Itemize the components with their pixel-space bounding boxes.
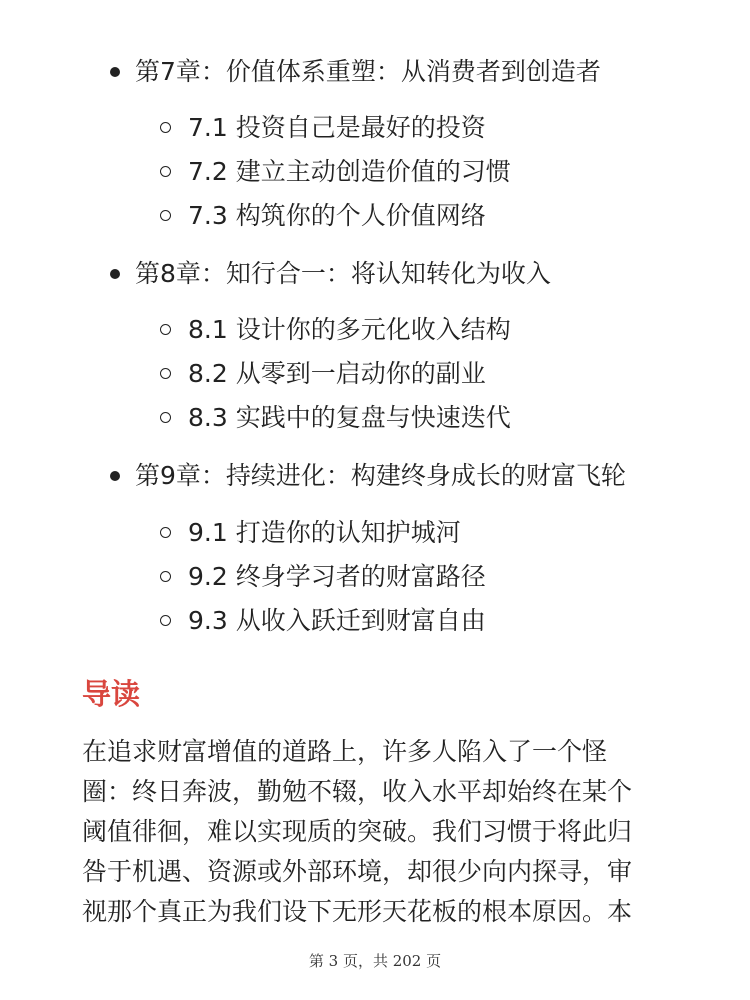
section-title: 7.3 构筑你的个人价值网络 (188, 201, 486, 230)
page-number: 第 3 页，共 202 页 (308, 952, 442, 970)
intro-paragraph-line: 咎于机遇、资源或外部环境，却很少向内探寻，审 (82, 857, 633, 886)
chapter-title: 第7章：价值体系重塑：从消费者到创造者 (135, 57, 601, 86)
section-title: 8.1 设计你的多元化收入结构 (188, 315, 511, 344)
hollow-bullet-icon (160, 527, 171, 538)
intro-heading: 导读 (82, 677, 141, 711)
hollow-bullet-icon (160, 571, 171, 582)
hollow-bullet-icon (160, 166, 171, 177)
section-title: 9.1 打造你的认知护城河 (188, 518, 461, 547)
intro-paragraph-line: 在追求财富增值的道路上，许多人陷入了一个怪 (82, 737, 608, 766)
chapter-title: 第8章：知行合一：将认知转化为收入 (135, 259, 551, 288)
hollow-bullet-icon (160, 368, 171, 379)
hollow-bullet-icon (160, 412, 171, 423)
intro-paragraph-line: 阈值徘徊，难以实现质的突破。我们习惯于将此归 (82, 817, 633, 846)
filled-bullet-icon (110, 471, 120, 481)
intro-paragraph-line: 圈：终日奔波，勤勉不辍，收入水平却始终在某个 (82, 777, 633, 806)
hollow-bullet-icon (160, 210, 171, 221)
section-title: 8.3 实践中的复盘与快速迭代 (188, 403, 511, 432)
section-title: 9.3 从收入跃迁到财富自由 (188, 606, 486, 635)
section-title: 8.2 从零到一启动你的副业 (188, 359, 486, 388)
section-title: 7.2 建立主动创造价值的习惯 (188, 157, 511, 186)
intro-paragraph-line: 视那个真正为我们设下无形天花板的根本原因。本 (82, 897, 633, 926)
section-title: 7.1 投资自己是最好的投资 (188, 113, 486, 142)
hollow-bullet-icon (160, 324, 171, 335)
hollow-bullet-icon (160, 122, 171, 133)
filled-bullet-icon (110, 269, 120, 279)
filled-bullet-icon (110, 67, 120, 77)
section-title: 9.2 终身学习者的财富路径 (188, 562, 486, 591)
chapter-title: 第9章：持续进化：构建终身成长的财富飞轮 (135, 461, 626, 490)
hollow-bullet-icon (160, 615, 171, 626)
